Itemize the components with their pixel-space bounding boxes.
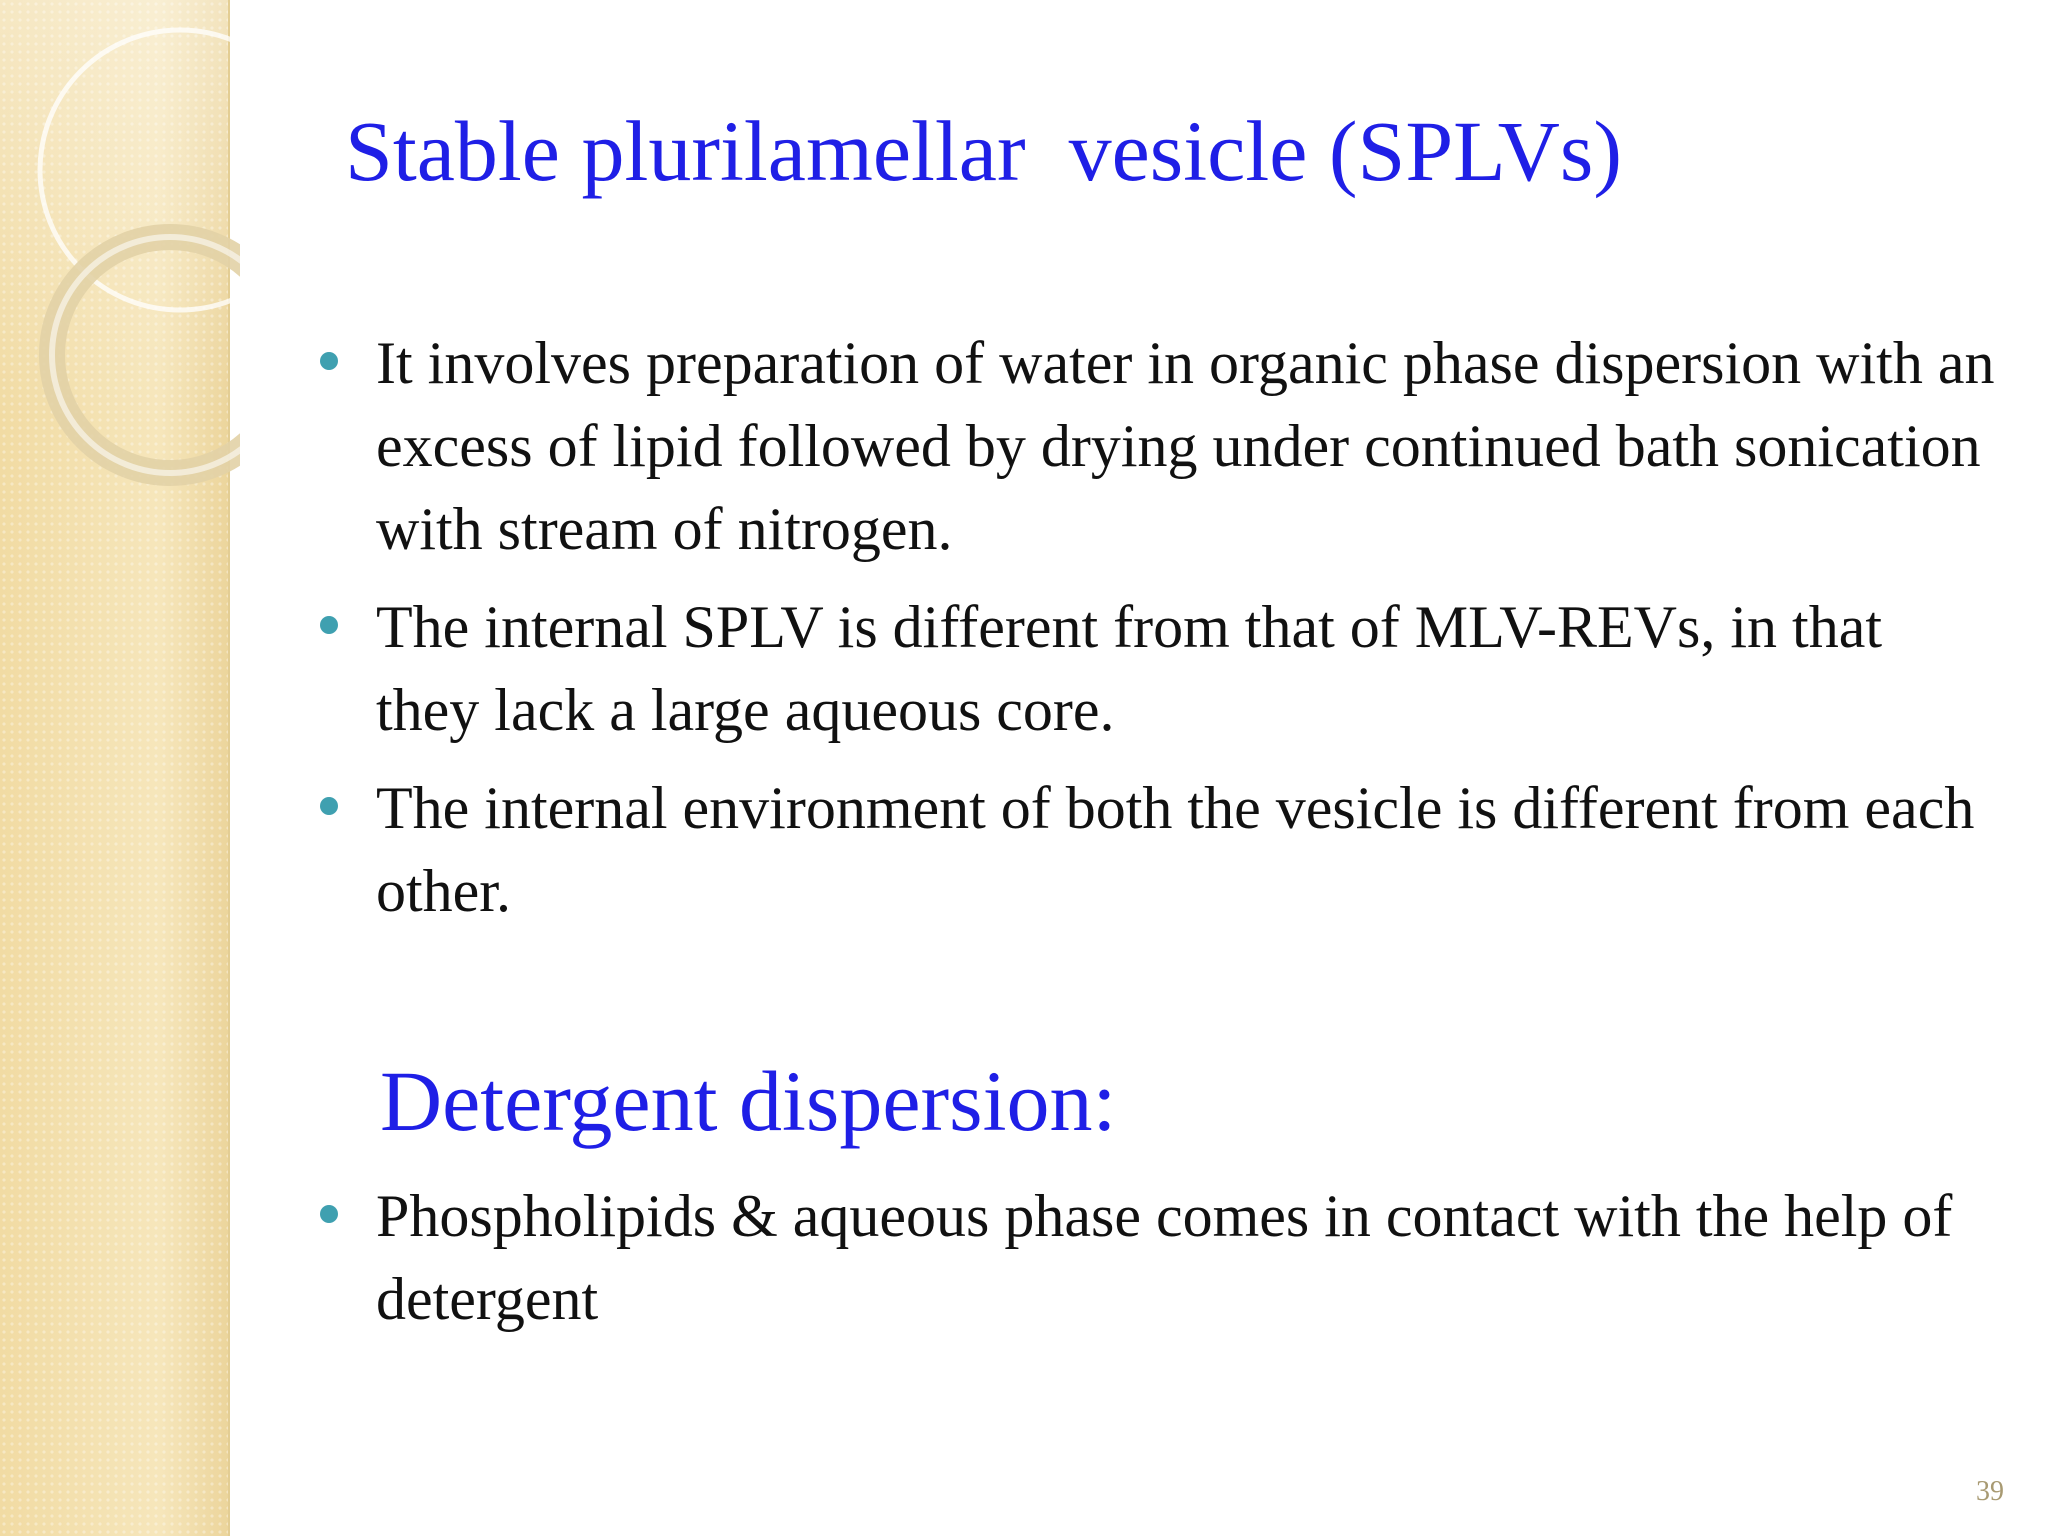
list-item xyxy=(320,1175,2000,1341)
page-number: 39 xyxy=(1976,1476,2004,1507)
bullet-list-detergent xyxy=(320,1175,2000,1356)
bullet-dot-icon xyxy=(320,1205,338,1223)
list-item xyxy=(320,322,2000,571)
list-item xyxy=(320,767,2000,933)
bullet-dot-icon xyxy=(320,616,338,634)
bullet-text: The internal environment of both the vesicle is different from each other. xyxy=(376,775,1975,924)
bullet-dot-icon xyxy=(320,352,338,370)
bullet-dot-icon xyxy=(320,797,338,815)
bullet-list-splv xyxy=(320,322,2000,948)
section-heading: Detergent dispersion: xyxy=(380,1053,1117,1149)
bullet-text: The internal SPLV is different from that of MLV-REVs, in that they lack a large aqueous core. xyxy=(376,594,1883,743)
bullet-text: Phospholipids & aqueous phase comes in contact with the help of detergent xyxy=(376,1183,1953,1332)
slide-title: Stable plurilamellar vesicle (SPLVs) xyxy=(345,103,1623,199)
decorative-rings xyxy=(0,0,240,520)
bullet-text: It involves preparation of water in organic phase dispersion with an excess of lipid followed by drying under continued bath sonication with stream of nitrogen. xyxy=(376,330,1995,562)
list-item xyxy=(320,586,2000,752)
